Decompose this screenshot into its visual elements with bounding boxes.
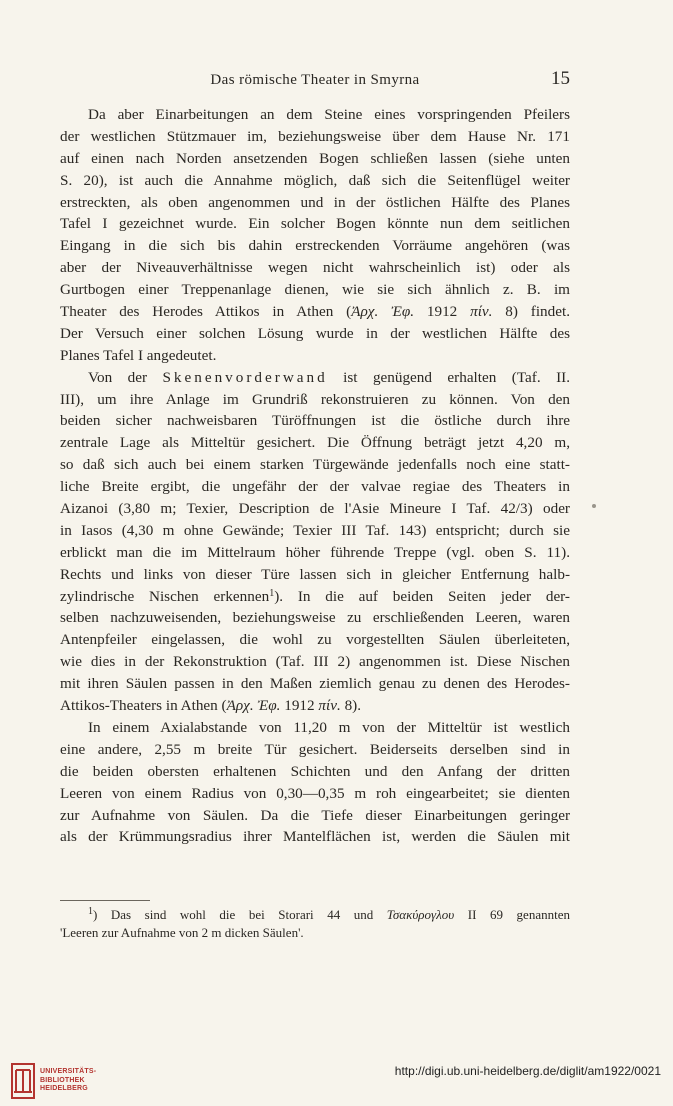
library-name bbox=[40, 1068, 96, 1094]
text-line bbox=[60, 586, 570, 608]
text-line: aber der Niveauverhältnisse wegen nicht wahrscheinlich ist) oder als bbox=[60, 259, 570, 277]
text-fragment: Attikos-Theaters in Athen ( bbox=[60, 697, 227, 715]
text-line: Leeren von einem Radius von 0,30—0,35 m roh eingearbeitet; sie dienten bbox=[60, 784, 570, 802]
digitization-footer bbox=[0, 1056, 673, 1106]
text-line: als der Krümmungsradius ihrer Mantelflächen ist, werden die Säulen mit bbox=[60, 828, 570, 846]
text-line: die beiden obersten erhaltenen Schichten und den Anfang der dritten bbox=[60, 762, 570, 780]
text-line: zentrale Lage als Mitteltür gesichert. Die Öffnung beträgt jetzt 4,20 m, bbox=[60, 434, 570, 452]
text-fragment: 1912 bbox=[280, 697, 319, 715]
text-line: In einem Axialabstande von 11,20 m von der Mitteltür ist westlich bbox=[88, 718, 570, 736]
scan-speck bbox=[592, 504, 596, 508]
page-number: 15 bbox=[551, 68, 570, 89]
text-line bbox=[60, 695, 570, 717]
footnote-marker: 1 bbox=[269, 587, 275, 599]
text-line bbox=[60, 367, 570, 389]
text-fragment: 8). bbox=[340, 697, 362, 715]
text-line: erstreckten, als oben angenommen und in der östlichen Hälfte des Planes bbox=[60, 193, 570, 211]
greek-citation: Ἀρχ. Ἐφ. bbox=[351, 303, 415, 321]
text-line bbox=[60, 301, 570, 323]
text-line: auf einen nach Norden ansetzenden Bogen schließen lassen (siehe unten bbox=[60, 149, 570, 167]
text-line: Antenpfeiler eingelassen, die wohl zu vorgestellten Säulen überleiteten, bbox=[60, 631, 570, 649]
text-fragment: 1912 bbox=[414, 303, 471, 321]
text-line: in Iasos (4,30 m ohne Gewände; Texier III Taf. 143) entspricht; durch sie bbox=[60, 521, 570, 539]
running-head bbox=[60, 68, 570, 94]
spaced-term: Skenenvorderwand bbox=[162, 368, 328, 386]
greek-citation: Ἀρχ. Ἐφ. bbox=[226, 697, 281, 715]
text-line: Gurtbogen einer Treppenanlage dienen, wie sie sich ähnlich z. B. im bbox=[60, 281, 570, 299]
text-line: selben nachzuweisenden, beziehungsweise zu erschließenden Leeren, waren bbox=[60, 609, 570, 627]
library-name-line: BIBLIOTHEK bbox=[40, 1076, 85, 1084]
text-line: erblickt man die im Mittelraum höher führende Treppe (vgl. oben S. 11). bbox=[60, 543, 570, 561]
library-name-line: UNIVERSITÄTS- bbox=[40, 1068, 97, 1075]
text-line: III), um ihre Anlage im Grundriß rekonstruieren zu können. Von den bbox=[60, 390, 570, 408]
footnote-divider bbox=[60, 900, 150, 901]
text-fragment: zylindrische Nischen erkennen bbox=[60, 587, 270, 605]
footnote-line: 'Leeren zur Aufnahme von 2 m dicken Säulen'. bbox=[60, 925, 304, 940]
text-line: Aizanoi (3,80 m; Texier, Description de l'Asie Mineure I Taf. 42/3) oder bbox=[60, 500, 570, 518]
running-title: Das römische Theater in Smyrna bbox=[210, 72, 420, 88]
text-line: Rechts und links von dieser Türe lassen sich in gleicher Entfernung halb- bbox=[60, 565, 570, 583]
greek-citation: πίν. bbox=[470, 303, 493, 321]
text-line: liche Breite ergibt, die ungefähr der der valvae regiae des Theaters in bbox=[60, 478, 570, 496]
text-line: wie dies in der Rekonstruktion (Taf. III 2) angenommen ist. Diese Nischen bbox=[60, 653, 570, 671]
text-fragment: Theater des Herodes Attikos in Athen ( bbox=[60, 303, 352, 321]
text-fragment: II 69 genannten bbox=[454, 907, 570, 922]
text-line: eine andere, 2,55 m breite Tür gesichert. Beiderseits derselben sind in bbox=[60, 740, 570, 758]
text-line: Der Versuch einer solchen Lösung wurde in der westlichen Hälfte des bbox=[60, 324, 570, 342]
text-line: Tafel I gezeichnet wurde. Ein solcher Bogen könnte nun dem seitlichen bbox=[60, 215, 570, 233]
text-line: beiden sicher nachweisbaren Türöffnungen ist die östliche durch ihre bbox=[60, 412, 570, 430]
footnote-number: 1 bbox=[88, 906, 93, 917]
text-line: so daß sich auch bei einem starken Türgewände jedenfalls noch eine statt- bbox=[60, 456, 570, 474]
text-line: der westlichen Stützmauer im, beziehungsweise über dem Hause Nr. 171 bbox=[60, 127, 570, 145]
text-line: S. 20), ist auch die Annahme möglich, daß sich die Seitenflügel weiter bbox=[60, 171, 570, 189]
text-fragment: Von der bbox=[88, 368, 163, 386]
text-line: Eingang in die sich bis dahin erstreckenden Vorräume angehören (was bbox=[60, 237, 570, 255]
greek-citation: πίν. bbox=[318, 697, 341, 715]
body-text bbox=[60, 104, 570, 848]
source-url-link[interactable]: http://digi.ub.uni-heidelberg.de/diglit/am1922/0021 bbox=[394, 1064, 661, 1078]
text-line: zur Aufnahme von Säulen. Da die Tiefe dieser Einarbeitungen geringer bbox=[60, 806, 570, 824]
library-emblem-icon bbox=[10, 1062, 36, 1100]
text-fragment: ) Das sind wohl die bei Storari 44 und bbox=[93, 907, 387, 922]
library-name-line: HEIDELBERG bbox=[40, 1085, 88, 1092]
library-logo[interactable] bbox=[10, 1062, 110, 1106]
text-line: mit ihren Säulen passen in den Maßen ziemlich genau zu denen des Herodes- bbox=[60, 675, 570, 693]
footnote-line bbox=[60, 906, 570, 924]
footnotes bbox=[60, 906, 570, 942]
text-fragment: ). In die auf beiden Seiten jeder der- bbox=[274, 587, 570, 605]
text-line: Planes Tafel I angedeutet. bbox=[60, 346, 217, 364]
text-fragment: 8) findet. bbox=[492, 303, 570, 321]
text-fragment: ist genügend erhalten (Taf. II. bbox=[327, 368, 570, 386]
greek-name: Τσακύρογλου bbox=[386, 907, 455, 922]
text-line: Da aber Einarbeitungen an dem Steine eines vorspringenden Pfeilers bbox=[88, 106, 570, 123]
